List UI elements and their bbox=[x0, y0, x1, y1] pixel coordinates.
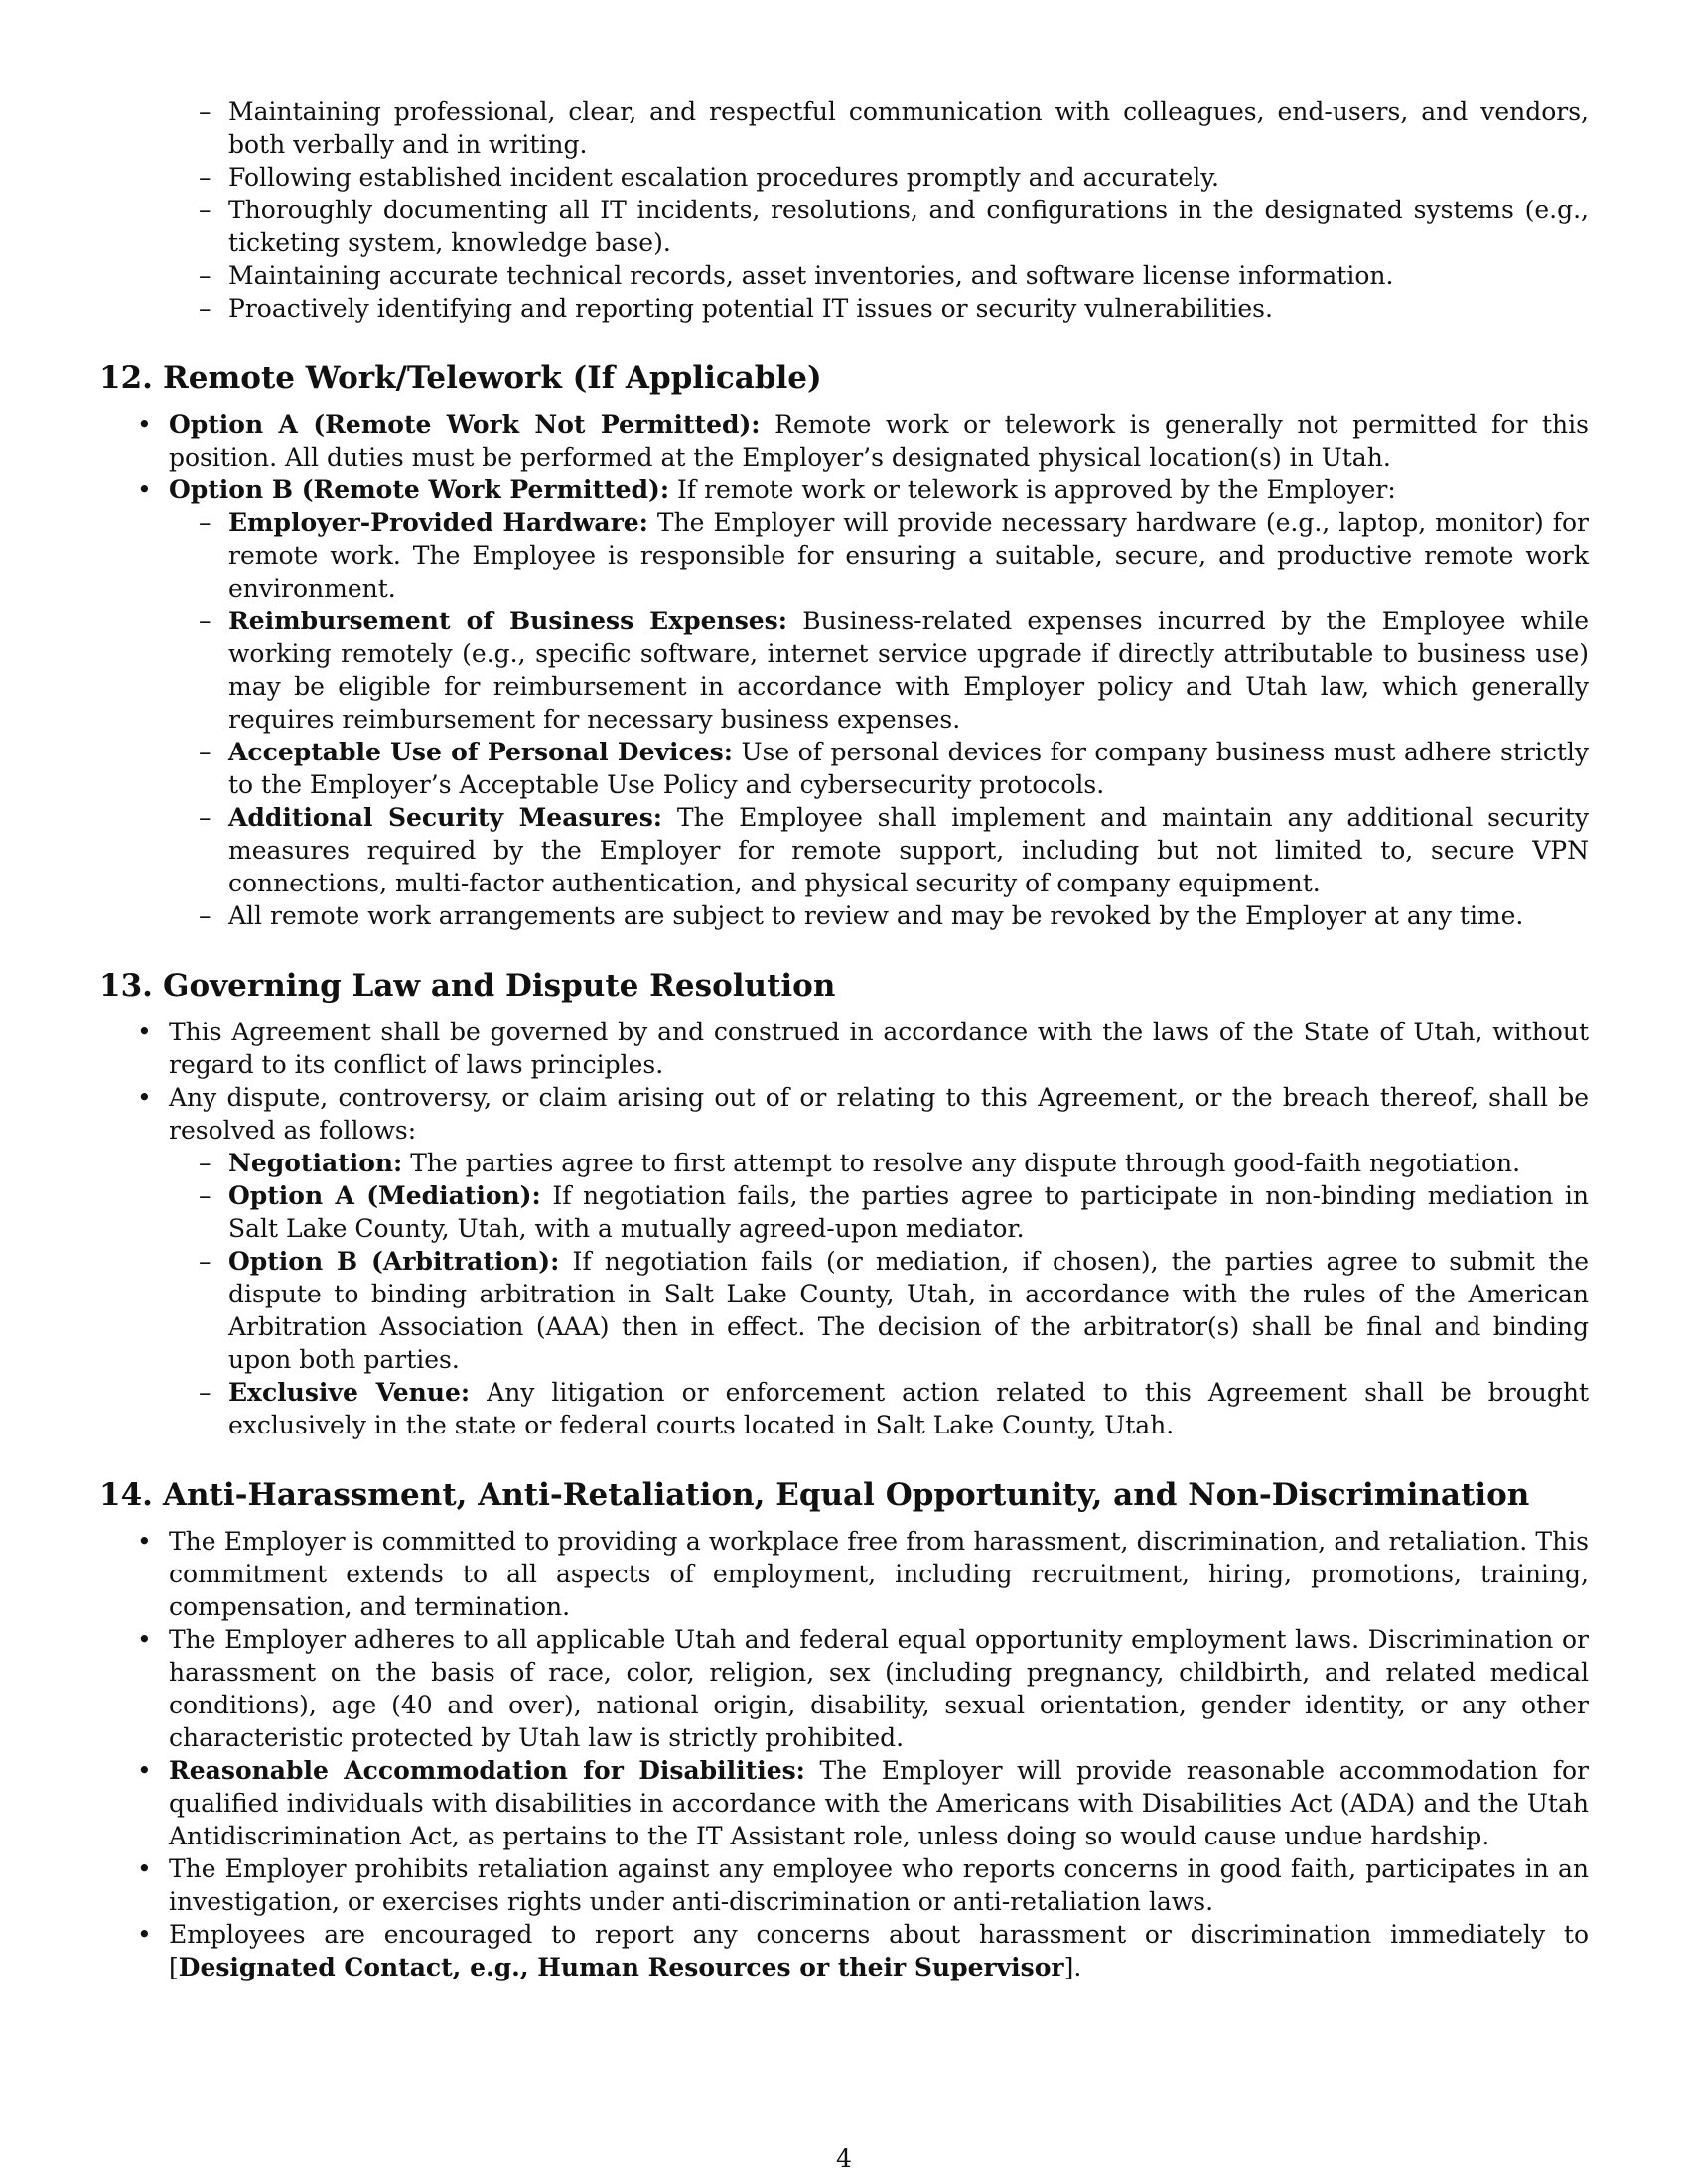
item-text: Business-related expenses incurred by the Employee while working remotely (e.g., specific software, internet service upgrade if directly attributable to business use) may be eligible for reimbursement in accordance with Employer policy and Utah law, which generally requires reimbursement for necessary business expenses. bbox=[228, 607, 1590, 734]
list-item: • The Employer adheres to all applicable Utah and federal equal opportunity employment laws. Discrimination or harassment on the basis of race, color, religion, sex (including pregnancy, childbirth, and related medical conditions), age (40 and over), national origin, disability, sexual orientation, gender identity, or any other characteristic protected by Utah law is strictly prohibited. bbox=[99, 1623, 1589, 1754]
list-item bbox=[99, 1754, 1589, 1852]
designated-contact-placeholder: Designated Contact, e.g., Human Resources or their Supervisor bbox=[178, 1953, 1064, 1981]
sub-item bbox=[99, 605, 1589, 736]
list-item: • This Agreement shall be governed by and construed in accordance with the laws of the State of Utah, without regard to its conflict of laws principles. bbox=[99, 1016, 1589, 1081]
section-title: Governing Law and Dispute Resolution bbox=[163, 968, 836, 1004]
sub-item bbox=[99, 801, 1589, 899]
item-text: The Employee shall implement and maintain any additional security measures required by the Employer for remote support, including but not limited to, secure VPN connections, multi-factor authentication, and physical security of company equipment. bbox=[228, 803, 1590, 897]
item-text: Use of personal devices for company business must adhere strictly to the Employer’s Acceptable Use Policy and cybersecurity protocols. bbox=[228, 738, 1589, 799]
list-item: • The Employer prohibits retaliation against any employee who reports concerns in good faith, participates in an investigation, or exercises rights under anti-discrimination or anti-retaliation laws. bbox=[99, 1852, 1589, 1918]
remote-work-sublist bbox=[169, 506, 1589, 932]
item-text: Employees are encouraged to report any concerns about harassment or discrimination immediately to [ bbox=[169, 1920, 1589, 1981]
item-text: If negotiation fails (or mediation, if chosen), the parties agree to submit the dispute to binding arbitration in Salt Lake County, Utah, in accordance with the rules of the American Arbitration Association (AAA) then in effect. The decision of the arbitrator(s) shall be final and binding upon both parties. bbox=[228, 1247, 1590, 1374]
item-text: If negotiation fails, the parties agree to participate in non-binding mediation in Salt Lake County, Utah, with a mutually agreed-upon mediator. bbox=[228, 1181, 1590, 1243]
section-number: 14. bbox=[99, 1477, 153, 1513]
item-label: Option B (Remote Work Permitted): bbox=[169, 476, 670, 504]
list-item: – Thoroughly documenting all IT incidents, resolutions, and configurations in the designated systems (e.g., ticketing system, knowledge base). bbox=[99, 194, 1589, 259]
item-label: Exclusive Venue: bbox=[228, 1378, 471, 1407]
item-text: Remote work or telework is generally not permitted for this position. All duties must be performed at the Employer’s designated physical location(s) in Utah. bbox=[169, 410, 1589, 472]
list-item bbox=[99, 1081, 1589, 1441]
sub-item bbox=[99, 1147, 1589, 1179]
sub-item bbox=[99, 1179, 1589, 1245]
document-page bbox=[99, 95, 1589, 1983]
sub-item: – All remote work arrangements are subject to review and may be revoked by the Employer at any time. bbox=[99, 899, 1589, 932]
item-label: Additional Security Measures: bbox=[228, 803, 663, 832]
page-number: 4 bbox=[836, 2144, 852, 2173]
sub-item bbox=[99, 736, 1589, 801]
section-14 bbox=[99, 1475, 1589, 1983]
item-label: Acceptable Use of Personal Devices: bbox=[228, 738, 733, 766]
list-item: – Maintaining accurate technical records, asset inventories, and software license information. bbox=[99, 259, 1589, 292]
item-label: Option B (Arbitration): bbox=[228, 1247, 560, 1276]
section-heading bbox=[99, 966, 1589, 1006]
sub-item bbox=[99, 1376, 1589, 1441]
item-text: ]. bbox=[1063, 1953, 1082, 1981]
item-label: Negotiation: bbox=[228, 1149, 403, 1177]
item-text: The parties agree to first attempt to resolve any dispute through good-faith negotiation. bbox=[410, 1149, 1521, 1177]
section-title: Anti-Harassment, Anti-Retaliation, Equal Opportunity, and Non-Discrimination bbox=[163, 1477, 1530, 1513]
sub-item bbox=[99, 506, 1589, 605]
list-item: – Proactively identifying and reporting potential IT issues or security vulnerabilities. bbox=[99, 292, 1589, 325]
list-item: • The Employer is committed to providing a workplace free from harassment, discrimination, and retaliation. This commitment extends to all aspects of employment, including recruitment, hiring, promotions, training, compensation, and termination. bbox=[99, 1525, 1589, 1623]
section-heading bbox=[99, 358, 1589, 398]
item-label: Option A (Remote Work Not Permitted): bbox=[169, 410, 761, 439]
item-label: Option A (Mediation): bbox=[228, 1181, 541, 1210]
item-text: The Employer will provide necessary hardware (e.g., laptop, monitor) for remote work. The Employee is responsible for ensuring a suitable, secure, and productive remote work environment. bbox=[228, 508, 1590, 603]
item-text: The Employer will provide reasonable accommodation for qualified individuals with disabilities in accordance with the Americans with Disabilities Act (ADA) and the Utah Antidiscrimination Act, as pertains to the IT Assistant role, unless doing so would cause undue hardship. bbox=[169, 1756, 1590, 1850]
section-number: 12. bbox=[99, 360, 153, 396]
list-item bbox=[99, 408, 1589, 474]
item-text: Any litigation or enforcement action related to this Agreement shall be brought exclusively in the state or federal courts located in Salt Lake County, Utah. bbox=[228, 1378, 1590, 1439]
dispute-resolution-sublist bbox=[169, 1147, 1589, 1441]
list-item: – Maintaining professional, clear, and respectful communication with colleagues, end-users, and vendors, both verbally and in writing. bbox=[99, 95, 1589, 161]
communication-duties-list bbox=[99, 95, 1589, 325]
item-text: If remote work or telework is approved by the Employer: bbox=[677, 476, 1396, 504]
item-text: Any dispute, controversy, or claim arising out of or relating to this Agreement, or the breach thereof, shall be resolved as follows: bbox=[169, 1083, 1589, 1145]
list-item bbox=[99, 1918, 1589, 1983]
list-item bbox=[99, 474, 1589, 932]
section-number: 13. bbox=[99, 968, 153, 1004]
section-title: Remote Work/Telework (If Applicable) bbox=[163, 360, 822, 396]
section-heading bbox=[99, 1475, 1589, 1515]
section-12-list bbox=[99, 408, 1589, 932]
item-label: Employer-Provided Hardware: bbox=[228, 508, 648, 537]
list-item: – Following established incident escalation procedures promptly and accurately. bbox=[99, 161, 1589, 194]
section-14-list bbox=[99, 1525, 1589, 1983]
sub-item bbox=[99, 1245, 1589, 1376]
item-label: Reimbursement of Business Expenses: bbox=[228, 607, 787, 635]
section-12 bbox=[99, 358, 1589, 932]
section-13 bbox=[99, 966, 1589, 1441]
section-13-list bbox=[99, 1016, 1589, 1441]
item-label: Reasonable Accommodation for Disabilities: bbox=[169, 1756, 805, 1785]
